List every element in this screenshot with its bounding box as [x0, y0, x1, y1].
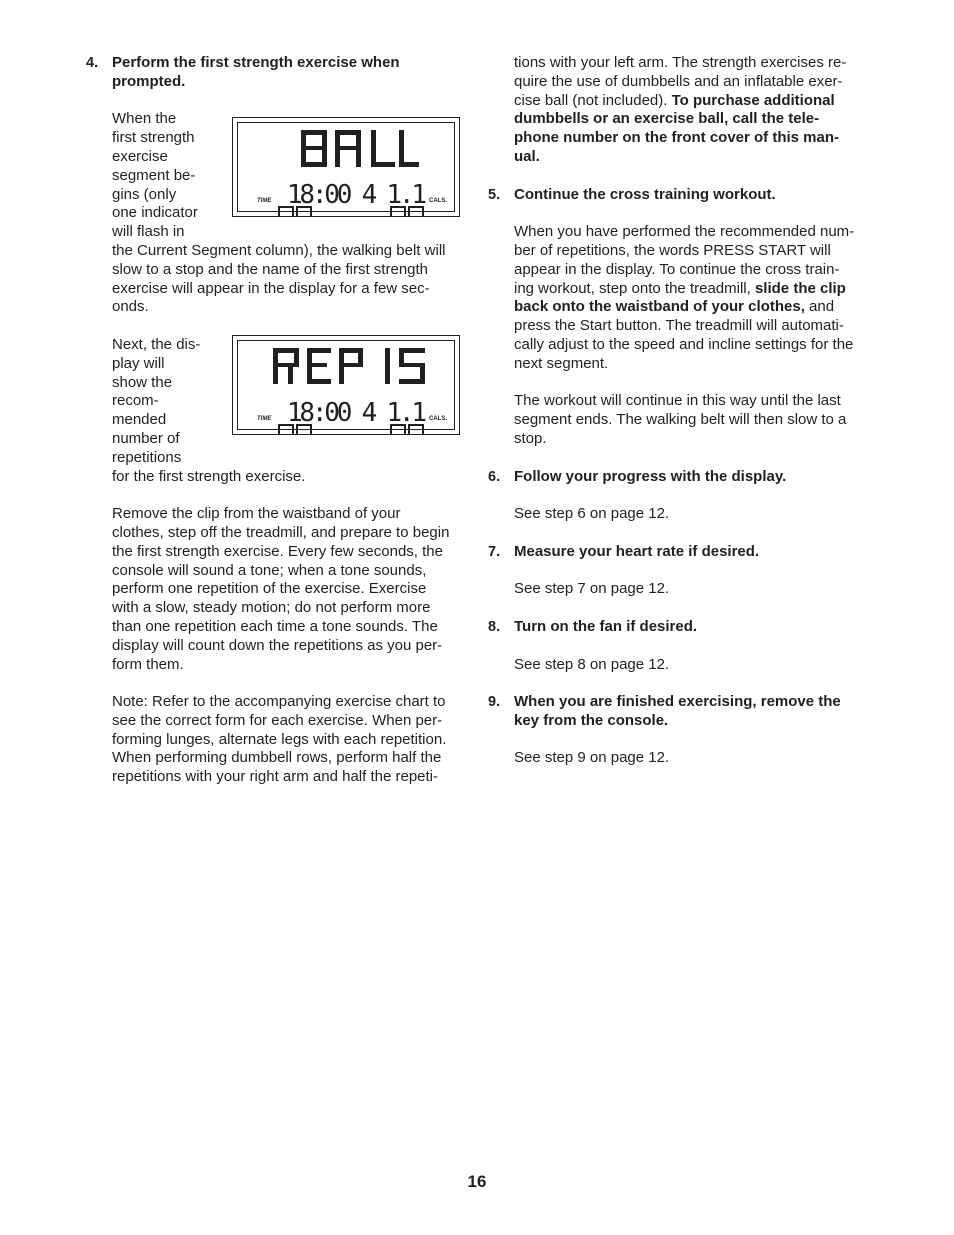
text-run: ing workout, step onto the treadmill,: [514, 279, 755, 297]
text-line: Next, the dis-: [112, 335, 201, 353]
text-line: ber of repetitions, the words PRESS START will: [514, 241, 831, 259]
text-line: Note: Refer to the accompanying exercise chart to: [112, 693, 446, 711]
console-display: [232, 335, 460, 435]
figure2-side-text: [112, 336, 224, 468]
step-7: [488, 543, 872, 599]
text-line: will flash in: [112, 223, 185, 241]
step-4: [86, 54, 466, 787]
text-line: console will sound a tone; when a tone sounds,: [112, 561, 427, 579]
text-line: segment be-: [112, 166, 196, 184]
paragraph: [112, 468, 466, 487]
text-line: the Current Segment column), the walking belt will: [112, 241, 446, 259]
text-line: see the correct form for each exercise. When per-: [112, 711, 443, 729]
figure-ball-display: [112, 110, 466, 242]
text-line: phone number on the front cover of this man-: [514, 129, 840, 147]
figure-rep-display: [112, 336, 466, 468]
text-line: gins (only: [112, 185, 177, 203]
text-line: Remove the clip from the waistband of your: [112, 505, 401, 523]
text-run-bold: slide the clip: [754, 279, 846, 297]
step-body: See step 6 on page 12.: [514, 505, 670, 523]
text-line: repetitions: [112, 448, 182, 466]
paragraph-note: [112, 693, 466, 787]
heading-line: Perform the first strength exercise when: [112, 54, 400, 71]
text-line: perform one repetition of the exercise. Exercise: [112, 580, 427, 598]
text-line: recom-: [112, 392, 159, 410]
step-heading: Continue the cross training workout.: [514, 185, 776, 203]
text-line: exercise will appear in the display for a few sec-: [112, 279, 430, 297]
step-number: 5.: [488, 186, 501, 203]
figure1-side-text: [112, 110, 224, 242]
text-line: mended: [112, 411, 167, 429]
step-heading: Turn on the fan if desired.: [514, 617, 698, 635]
text-line: for the first strength exercise.: [112, 467, 306, 485]
step-heading: [514, 693, 872, 731]
heading-line: When you are finished exercising, remove the: [514, 693, 841, 711]
text-line: segment ends. The walking belt will then slow to a: [514, 411, 847, 429]
page-number: 16: [467, 1172, 487, 1191]
text-line: stop.: [514, 429, 547, 447]
text-line: cally adjust to the speed and incline settings for the: [514, 335, 854, 353]
time-label: TIME: [257, 415, 272, 422]
text-line: show the: [112, 373, 173, 391]
heading-line: key from the console.: [514, 711, 669, 729]
paragraph: [514, 392, 872, 448]
time-label: TIME: [257, 198, 272, 205]
text-line: next segment.: [514, 354, 609, 372]
step-8: [488, 618, 872, 674]
display-digits: 18:00 4 1.1: [287, 180, 427, 211]
left-column: [86, 54, 466, 787]
text-line: press the Start button. The treadmill will automati-: [514, 317, 844, 335]
display-main-text: [273, 348, 425, 384]
continued-paragraph: [488, 54, 872, 167]
text-line: clothes, step off the treadmill, and prepare to begin: [112, 523, 450, 541]
step-number: 6.: [488, 468, 501, 485]
heading-line: prompted.: [112, 72, 186, 90]
text-line: ual.: [514, 147, 540, 165]
display-graphic: [233, 118, 461, 218]
step-number: 8.: [488, 618, 501, 635]
text-line: [514, 92, 872, 111]
cals-label: CALS.: [429, 198, 447, 205]
text-run: and: [804, 298, 835, 316]
step-body: See step 8 on page 12.: [514, 655, 670, 673]
text-line: onds.: [112, 298, 149, 316]
text-line: [514, 298, 872, 317]
text-line: form them.: [112, 655, 184, 673]
text-line: slow to a stop and the name of the first strength: [112, 260, 429, 278]
step-heading: Measure your heart rate if desired.: [514, 542, 760, 560]
text-line: When the: [112, 110, 177, 128]
cals-label: CALS.: [429, 415, 447, 422]
text-line: play will: [112, 354, 165, 372]
text-line: When you have performed the recommended num-: [514, 223, 855, 241]
text-line: number of: [112, 429, 180, 447]
step-number: 7.: [488, 543, 501, 560]
step-number: 4.: [86, 55, 99, 71]
text-line: quire the use of dumbbells and an inflatable exer-: [514, 72, 843, 90]
step-number: 9.: [488, 694, 501, 711]
text-line: [514, 280, 872, 299]
text-line: first strength: [112, 129, 195, 147]
text-line: display will count down the repetitions as you per-: [112, 636, 443, 654]
text-line: one indicator: [112, 204, 198, 222]
text-line: the first strength exercise. Every few seconds, the: [112, 542, 443, 560]
text-run-bold: back onto the waistband of your clothes,: [514, 298, 805, 316]
console-display: [232, 117, 460, 217]
display-main-text: [301, 130, 419, 167]
text-line: The workout will continue in this way until the last: [514, 392, 841, 410]
text-line: repetitions with your right arm and half the repeti-: [112, 768, 438, 786]
step-body: See step 7 on page 12.: [514, 580, 670, 598]
step-9: [488, 693, 872, 768]
text-run-bold: To purchase additional: [671, 91, 835, 109]
paragraph-remove-clip: [112, 505, 466, 674]
text-run: cise ball (not included).: [514, 91, 672, 109]
text-line: forming lunges, alternate legs with each repetition.: [112, 730, 447, 748]
step-5: [488, 186, 872, 449]
text-line: appear in the display. To continue the cross train-: [514, 260, 840, 278]
paragraph: [112, 242, 466, 317]
text-line: exercise: [112, 147, 168, 165]
display-graphic: [233, 336, 461, 436]
text-line: than one repetition each time a tone sounds. The: [112, 617, 438, 635]
paragraph: [514, 223, 872, 373]
text-line: When performing dumbbell rows, perform half the: [112, 749, 442, 767]
text-line: with a slow, steady motion; do not perform more: [112, 599, 431, 617]
text-line: tions with your left arm. The strength exercises re-: [514, 54, 847, 71]
right-column: [488, 54, 872, 768]
text-line: dumbbells or an exercise ball, call the tele-: [514, 110, 820, 128]
step-heading: Follow your progress with the display.: [514, 467, 787, 485]
step-heading: [112, 54, 466, 92]
step-body: See step 9 on page 12.: [514, 749, 670, 767]
step-6: [488, 468, 872, 524]
display-digits: 18:00 4 1.1: [287, 397, 427, 428]
